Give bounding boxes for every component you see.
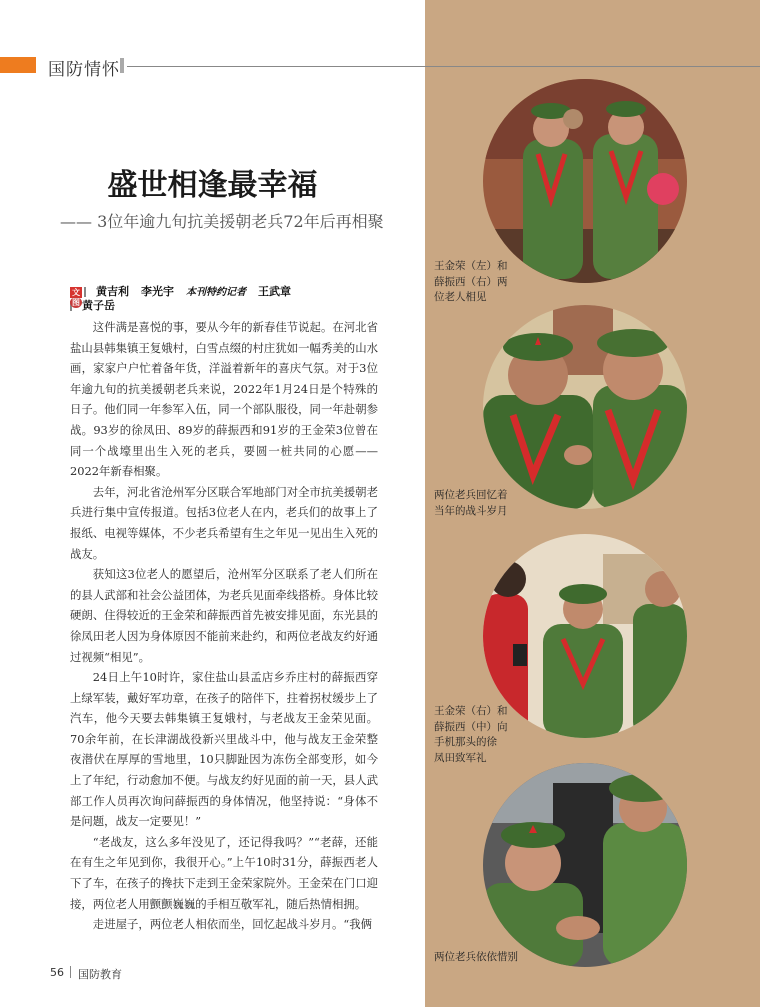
section-title: 国防情怀: [48, 60, 120, 80]
article-subtitle: —— 3位年逾九旬抗美援朝老兵72年后再相聚: [60, 212, 384, 231]
caption-line: 王金荣（右）和: [434, 705, 508, 717]
caption-line: 位老人相见: [434, 291, 487, 303]
caption-line: 两位老兵依依惜别: [434, 951, 518, 963]
text-tag: 文: [72, 287, 80, 297]
paragraph: 去年，河北省沧州军分区联合军地部门对全市抗美援朝老兵进行集中宣传报道。包括3位老人在内，老兵们的故事上了报纸、电视等媒体，不少老兵希望有生之年见一见出生入死的战友。: [70, 484, 378, 561]
paragraph: 24日上午10时许，家住盐山县孟店乡乔庄村的薛振西穿上绿军装，戴好军功章，在孩子的陪伴下，拄着拐杖缓步上了汽车，他今天要去韩集镇王复娥村，与老战友王金荣见面。70余年前，在长津湖战役新兴里战斗中，他与战友王金荣整夜潜伏在厚厚的雪地里，10只脚趾因为冻伤全部变形，如今上了年纪，行动愈加不便。与战友约好见面的前一天，县人武部工作人员再次询问薛振西的身体情况，他坚持说：“身体不是问题，战友一定要见！”: [70, 670, 378, 829]
author-1: 黄吉利: [96, 285, 129, 298]
photo-tag: 图: [72, 298, 80, 307]
caption-line: 手机那头的徐: [434, 736, 497, 748]
caption-line: 两位老兵回忆着: [434, 489, 508, 501]
magazine-name: 国防教育: [78, 968, 122, 981]
section-rule: [127, 66, 760, 67]
page-number: 56: [50, 966, 64, 979]
photo-farewell: [483, 763, 687, 967]
author-3: 王武章: [258, 285, 291, 298]
caption-4: [434, 950, 518, 966]
photo-recalling-battles: [483, 305, 687, 509]
photo-video-salute: [483, 534, 687, 738]
byline-tick: [84, 287, 86, 297]
caption-1: [434, 259, 508, 306]
caption-line: 凤田致军礼: [434, 751, 487, 764]
photo-veterans-meeting: [483, 79, 687, 283]
paragraph: 走进屋子，两位老人相依而坐，回忆起战斗岁月。“我俩: [92, 917, 372, 932]
section-accent-bar: [0, 57, 36, 73]
section-separator: [120, 58, 124, 73]
caption-line: 薛振西（中）向: [434, 720, 508, 733]
caption-2: [434, 488, 508, 519]
caption-line: 薛振西（右）两: [434, 275, 508, 288]
footer-separator: [70, 966, 71, 978]
article-body: [70, 317, 378, 935]
author-2: 李光宇: [141, 285, 174, 298]
photographer: 黄子岳: [82, 299, 115, 312]
caption-3: [434, 704, 508, 766]
caption-line: 王金荣（左）和: [434, 260, 508, 272]
author-role: 本刊特约记者: [186, 287, 246, 298]
article-title: 盛世相逢最幸福: [107, 168, 318, 203]
paragraph: “老战友，这么多年没见了，还记得我吗？”“老薛，还能在有生之年见到你，我很开心。”上午10时31分，薛振西老人下了车，在孩子的搀扶下走到王金荣家院外。王金荣在门口迎接，两位老人用颤颤巍巍的手相互敬军礼，随后热情相拥。: [70, 834, 378, 911]
paragraph: 这件满是喜悦的事，要从今年的新春佳节说起。在河北省盐山县韩集镇王复娥村，白雪点缀的村庄犹如一幅秀美的山水画，家家户户忙着备年货，洋溢着新年的喜庆气氛。对于3位年逾九旬的抗美援朝老兵来说，2022年1月24日是个特殊的日子。他们同一年参军入伍，同一个部队服役，同一年赴朝参战。93岁的徐凤田、89岁的薛振西和91岁的王金荣3位曾在同一个战壕里出生入死的老兵，要圆一桩共同的心愿——2022年新春相聚。: [70, 320, 378, 479]
paragraph: 获知这3位老人的愿望后，沧州军分区联系了老人们所在的县人武部和社会公益团体，为老兵见面牵线搭桥。身体比较硬朗、住得较近的王金荣和薛振西首先被安排见面，东光县的徐凤田老人因为身体原因不能前来赴约，和两位老战友约好通过视频“相见”。: [70, 567, 378, 664]
byline-photographer: [70, 297, 115, 313]
caption-line: 当年的战斗岁月: [434, 504, 508, 517]
